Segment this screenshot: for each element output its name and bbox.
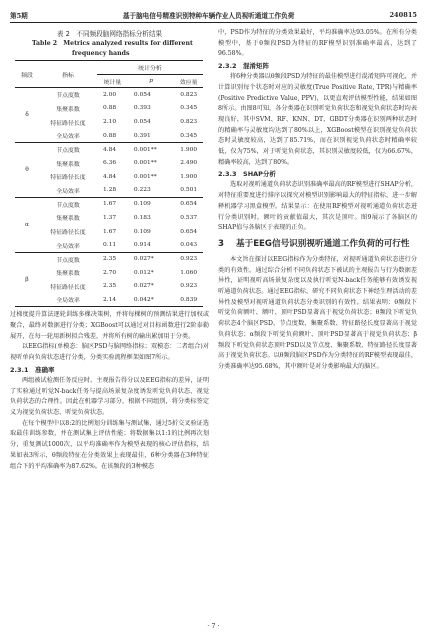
p-cell: 0.223 bbox=[128, 184, 175, 198]
table-row bbox=[15, 102, 203, 116]
col-stat: 统计量 bbox=[97, 74, 128, 88]
table-row bbox=[15, 280, 203, 294]
stat-cell: 0.88 bbox=[103, 105, 117, 112]
subsection-heading: 2.3.1 准确率 bbox=[10, 365, 55, 374]
effect-cell: 0.537 bbox=[180, 214, 198, 221]
stat-cell: 1.28 bbox=[97, 184, 128, 198]
effect-cell: 0.823 bbox=[180, 119, 198, 126]
table-row bbox=[15, 129, 203, 143]
table-row bbox=[15, 170, 203, 184]
table-row bbox=[15, 238, 203, 252]
paragraph: 两组被试检测任务反应时、主观报告得分以及EEG指标的差异，证明了实验通过听觉N-back任务与提高场景复杂度诱发听觉负荷状态、视觉负荷状态的合理性。因此在机器学习部分，根据不同组别，将分类标签定义为视觉负荷状态、听觉负荷状态。 bbox=[10, 376, 209, 416]
metric-cell: 节点度数 bbox=[56, 148, 80, 155]
p-cell: 0.393 bbox=[133, 105, 151, 112]
effect-cell: 0.654 bbox=[180, 228, 198, 235]
p-cell: 0.001** bbox=[133, 146, 157, 153]
table-row bbox=[15, 293, 203, 307]
effect-cell: 0.345 bbox=[180, 105, 198, 112]
stat-cell: 4.84 bbox=[103, 146, 117, 153]
p-cell: 0.012* bbox=[133, 269, 154, 276]
right-column bbox=[218, 28, 417, 373]
table-row bbox=[15, 266, 203, 280]
paragraph: 将6种分类器以θ频段PSD为特征的最佳模型进行混淆矩阵可视化，并计算识别每个状态时对应的灵敏度(True Positive Rate, TPR)与精确率(Positive Predictive Value, PPV)，以更直观评估模型性能，结果如图8所示。由图8可知，各分类器在识别听觉负荷状态和视觉负荷状态时均表现良好，其中SVM、RF、KNN、DT、GBDT分类器在识别两种状态时的精确率与灵敏度均达到了80%以上，XGBoost模型在识别视觉负荷状态时灵敏度较高，达到了85.71%，而在识别视觉负荷状态时精确率较低，仅为75%，对于听觉负荷状态，其识别灵敏度较低，仅为66.67%，精确率较高，达到了80%。 bbox=[218, 73, 417, 166]
stat-cell: 2.70 bbox=[103, 269, 117, 276]
running-header bbox=[10, 8, 417, 22]
table-row bbox=[15, 143, 203, 157]
p-cell: 0.001** bbox=[133, 173, 157, 180]
p-cell: 0.109 bbox=[133, 201, 151, 208]
p-cell: 0.042* bbox=[128, 293, 175, 307]
effect-cell: 1.900 bbox=[180, 173, 198, 180]
paragraph: 在每个模型中以8:2的比例划分训练集与测试集，通过5折交叉验证选取最佳训练参数，并在测试集上评估性能；将数据集以1:1的比例再次划分，重复测试1000次，以平均准确率作为模型表现的核心评估指标，结果如表3所示，θ频段特征在分类效果上表现最佳，6种分类器在3种特征组合下的平均准确率为87.62%。在该频段的3种模态 bbox=[10, 419, 209, 470]
metric-cell: 节点度数 bbox=[56, 202, 80, 209]
p-cell: 0.054 bbox=[133, 119, 151, 126]
metric-cell: 全局效率 bbox=[39, 184, 97, 198]
band-cell: α bbox=[15, 197, 39, 252]
section-heading bbox=[218, 238, 417, 251]
metric-cell: 集聚系数 bbox=[56, 271, 80, 278]
stat-cell: 2.35 bbox=[103, 283, 117, 290]
band-cell: β bbox=[15, 252, 39, 307]
left-column bbox=[10, 28, 209, 472]
col-band: 频段 bbox=[15, 61, 39, 88]
col-metric: 指标 bbox=[39, 61, 97, 88]
metric-cell: 特征路径长度 bbox=[50, 120, 86, 127]
effect-cell: 0.823 bbox=[180, 91, 198, 98]
effect-cell: 2.490 bbox=[180, 160, 198, 167]
stat-cell: 1.67 bbox=[103, 201, 117, 208]
col-p: p bbox=[128, 74, 175, 88]
p-cell: 0.109 bbox=[133, 228, 151, 235]
p-cell: 0.054 bbox=[133, 91, 151, 98]
paragraph: 本文旨在探讨以EEG指标作为分类特征，对视听通道负荷状态进行分类的有效性。通过综合分析不同负荷状态下被试的主观报告与行为数据差异性，证明视听高场景复杂度以及执行听觉N-back任务能够有效诱发视听通道负荷状态。通过EEG指标，研究不同负荷状态下神经生理活动的差异性及模型对视听通道负荷状态分类识别的有效性。结果表明：θ频段下听觉负荷额叶、额叶、顶叶PSD显著高于视觉负荷状态；θ频段下听觉负荷状态4个脑区PSD、节点度数、集聚系数、特征路径长度显著高于视觉负荷状态；α频段下听觉负荷额叶、顶叶PSD显著高于视觉负荷状态；β频段下听觉负荷状态顶叶PSD以及节点度、集聚系数、特征路径长度显著高于视觉负荷状态。以θ频段脑区PSD作为分类特征的RF模型表现最佳，分类准确率达95.68%，其中额叶是对分类影响最大的脑区。 bbox=[218, 255, 417, 370]
issue-number: 第5期 bbox=[10, 12, 28, 20]
article-code: 240815 bbox=[389, 11, 417, 19]
col-effect: 效应量 bbox=[174, 74, 203, 88]
stat-cell: 1.67 bbox=[103, 228, 117, 235]
metric-cell: 全局效率 bbox=[39, 238, 97, 252]
stat-cell: 2.10 bbox=[103, 119, 117, 126]
p-cell: 0.391 bbox=[128, 129, 175, 143]
header-rule bbox=[10, 22, 417, 23]
table-row bbox=[15, 211, 203, 225]
stat-cell: 1.37 bbox=[103, 214, 117, 221]
metric-cell: 节点度数 bbox=[56, 93, 80, 100]
page-number: · 7 · bbox=[207, 622, 220, 630]
table-row bbox=[15, 115, 203, 129]
subsection-heading: 2.3.2 混淆矩阵 bbox=[218, 62, 270, 71]
effect-cell: 0.501 bbox=[174, 184, 203, 198]
col-group-stats: 统计分析 bbox=[97, 61, 203, 75]
stat-cell: 6.36 bbox=[103, 160, 117, 167]
table-row bbox=[15, 156, 203, 170]
metric-cell: 集聚系数 bbox=[56, 106, 80, 113]
effect-cell: 0.923 bbox=[180, 283, 198, 290]
stat-cell: 2.00 bbox=[103, 91, 117, 98]
table-caption-cn: 表 2 不同频段脑网络指标分析结果 bbox=[56, 30, 163, 38]
effect-cell: 0.654 bbox=[180, 201, 198, 208]
effect-cell: 1.060 bbox=[180, 269, 198, 276]
stat-cell: 4.84 bbox=[103, 173, 117, 180]
paragraph: 过梯度提升算法逐轮训练多棵决策树，并将每棵树的预测结果进行加权或聚合，最终对数据进行分类；XGBoost可以通过对目标函数进行2阶泰勒展开，在每一轮用新树拟合残差，并将所有树的输出累加用于分类。 bbox=[10, 311, 209, 340]
stat-cell: 0.88 bbox=[97, 129, 128, 143]
metric-cell: 全局效率 bbox=[39, 129, 97, 143]
section-number: 3 bbox=[218, 238, 224, 249]
effect-cell: 0.345 bbox=[174, 129, 203, 143]
stat-cell: 2.14 bbox=[97, 293, 128, 307]
p-cell: 0.027* bbox=[133, 283, 154, 290]
stat-cell: 0.11 bbox=[97, 238, 128, 252]
metric-cell: 集聚系数 bbox=[56, 216, 80, 223]
section-title: 基于EEG信号识别视听通道工作负荷的可行性 bbox=[236, 238, 410, 249]
metric-cell: 集聚系数 bbox=[56, 161, 80, 168]
table-row bbox=[15, 88, 203, 102]
metrics-table bbox=[15, 60, 203, 307]
metric-cell: 全局效率 bbox=[39, 293, 97, 307]
table-row bbox=[15, 197, 203, 211]
effect-cell: 1.900 bbox=[180, 146, 198, 153]
table-caption-en-line2: frequency hands bbox=[72, 49, 130, 57]
effect-cell: 0.043 bbox=[174, 238, 203, 252]
p-cell: 0.027* bbox=[133, 256, 154, 263]
metric-cell: 节点度数 bbox=[56, 257, 80, 264]
band-cell: θ bbox=[15, 143, 39, 198]
table-row bbox=[15, 225, 203, 239]
band-cell: δ bbox=[15, 88, 39, 143]
metric-cell: 特征路径长度 bbox=[50, 284, 86, 291]
table-row bbox=[15, 184, 203, 198]
paragraph: 中，PSD作为特征的分类效果最好，平均准确率达93.05%。在所有分类模型中，基于θ频段PSD为特征的RF模型识别准确率最高，达到了96.58%。 bbox=[218, 29, 417, 58]
paragraph: 以EEG指标(单模态：脑区PSD与脑网络指标；双模态：二者组合)对视听单向负荷状态进行分类，分类实验流程框架如图7所示。 bbox=[10, 343, 209, 362]
p-cell: 0.001** bbox=[133, 160, 157, 167]
metric-cell: 特征路径长度 bbox=[50, 230, 86, 237]
p-cell: 0.914 bbox=[128, 238, 175, 252]
effect-cell: 0.923 bbox=[180, 256, 198, 263]
effect-cell: 0.839 bbox=[174, 293, 203, 307]
subsection-heading: 2.3.3 SHAP分析 bbox=[218, 170, 276, 179]
metric-cell: 特征路径长度 bbox=[50, 175, 86, 182]
paragraph: 选取对视听通道负荷状态识别准确率最高的RF模型进行SHAP分析，对特征重要度进行排序以探究对模型识别影响最大的特征指标，进一步解释机器学习黑盒模型。结果显示：在使用RF模型对视听通道负荷状态进行分类识别时，额叶的贡献值最大，其次是顶叶。图9展示了各脑区的SHAP值与各脑区于表现的正负。 bbox=[218, 181, 417, 232]
journal-running-title: 基于脑电信号精准识别特种车辆作业人员视听通道工作负荷 bbox=[122, 12, 295, 20]
stat-cell: 2.35 bbox=[103, 256, 117, 263]
p-cell: 0.183 bbox=[133, 214, 151, 221]
table-caption-en: Table 2 Metrics analyzed results for different bbox=[32, 40, 193, 47]
table-row bbox=[15, 252, 203, 266]
